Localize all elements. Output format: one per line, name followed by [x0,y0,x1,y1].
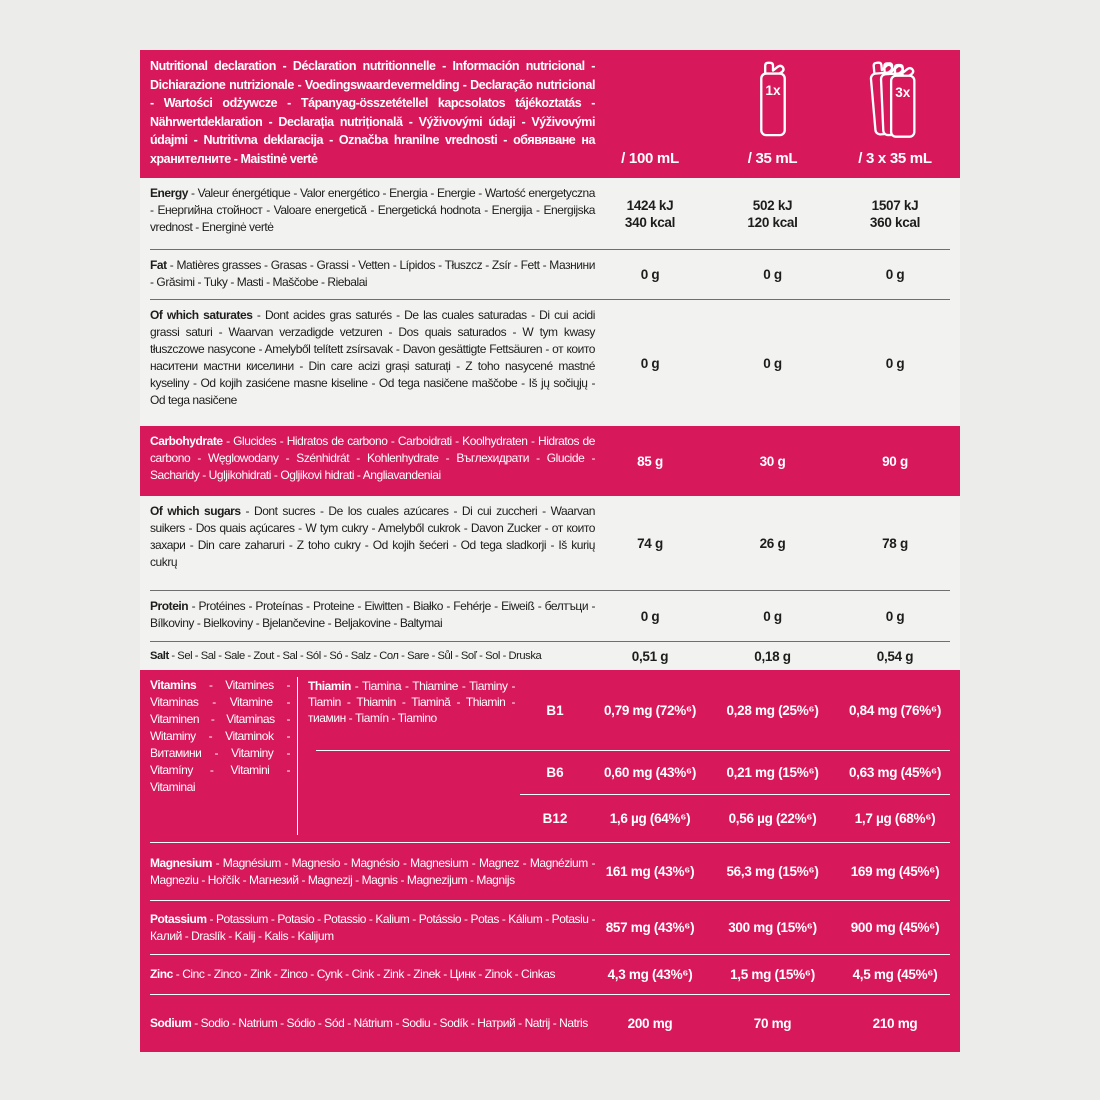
fat-label: Fat - Matières grasses - Grasas - Grassi - Vetten - Lípidos - Tłuszcz - Zsír - Fett - Мазнини - Grăsimi - Tuky - Masti - Maščobe - Riebalai [150,258,595,289]
zinc-value-3x35ml: 4,5 mg (45%⁶) [852,967,938,982]
sodium-value-3x35ml: 210 mg [872,1016,918,1031]
protein-label: Protein - Protéines - Proteínas - Proteine - Eiwitten - Białko - Fehérje - Eiweiß - белтъци - Bílkoviny - Bielkoviny - Bjelančevine - Beljakovine - Baltymai [150,599,595,630]
magnesium-label: Magnesium - Magnésium - Magnesio - Magnésio - Magnesium - Magnez - Magnézium - Magneziu - Hořčík - Магнезий - Magnezij - Magnis - Magnezijum - Magnijs [150,855,595,887]
salt-value-35ml: 0,18 g [754,648,791,664]
salt-value-100ml: 0,51 g [631,648,669,664]
zinc-label: Zinc - Cinc - Zinco - Zink - Zinco - Cynk - Cink - Zink - Zinek - Цинк - Zinok - Cinkas [150,967,556,981]
vitamins-divider [297,677,298,835]
separator-line [316,750,950,751]
row-potassium [150,900,950,954]
row-vitamin-b6 [308,750,950,794]
thiamin-label: Thiamin - Tiamina - Thiamine - Tiaminy - Tiamin - Thiamin - Tiamină - Thiamin - тиамин - Tiamín - Tiamino [308,679,515,725]
section-energy-fat [140,178,960,426]
row-fat [150,249,950,299]
row-protein [150,590,950,641]
sugars-value-3x35ml: 78 g [882,535,908,551]
potassium-value-3x35ml: 900 mg (45%⁶) [850,920,940,935]
magnesium-value-35ml: 56,3 mg (15%⁶) [726,864,819,879]
table-header [140,50,960,178]
potassium-label: Potassium - Potassium - Potasio - Potassio - Kalium - Potássio - Potas - Kálium - Potasiu - Калий - Draslík - Kalij - Kalis - Kalijum [150,911,595,943]
column-header-per-100ml [595,50,705,178]
row-energy [150,178,950,249]
column-label-100ml: / 100 mL [621,150,679,167]
carbohydrate-value-100ml: 85 g [637,453,663,469]
b6-value-35ml: 0,21 mg (15%⁶) [726,764,819,780]
row-vitamin-b1 [308,670,950,750]
row-sodium [150,994,950,1052]
b12-value-35ml: 0,56 µg (22%⁶) [728,810,817,826]
magnesium-value-3x35ml: 169 mg (45%⁶) [850,864,940,879]
zinc-value-35ml: 1,5 mg (15%⁶) [730,967,815,982]
fat-value-100ml: 0 g [640,267,660,282]
nutrition-declaration-table [140,50,960,1052]
protein-value-3x35ml: 0 g [885,608,905,624]
potassium-value-100ml: 857 mg (43%⁶) [605,920,695,935]
sodium-value-100ml: 200 mg [627,1016,673,1031]
sugars-value-35ml: 26 g [759,535,786,551]
row-salt [150,641,950,670]
column-label-35ml: / 35 mL [747,150,798,167]
saturates-value-3x35ml: 0 g [885,355,905,371]
svg-text:3x: 3x [895,85,911,101]
header-title: Nutritional declaration - Déclaration nutritionnelle - Información nutricional - Dichiarazione nutrizionale - Voedingswaardevermelding - Declaração nutricional - Wartości odżywcze - Tápanyag-összetétellel kapcsolatos tájékoztatás - Nährwertdeklaration - Declarația nutrițională - Výživovými údaji - Výživovými údajmi - Nutritivna deklaracija - Označba hranilne vrednosti - обявяване на хранителните - Maistinė vertė [150,59,595,166]
b12-value-100ml: 1,6 µg (64%⁶) [609,810,691,826]
row-vitamin-b12 [308,794,950,842]
sodium-value-35ml: 70 mg [753,1016,792,1031]
svg-text:1x: 1x [764,83,781,99]
row-zinc [150,954,950,994]
sodium-label: Sodium - Sodio - Natrium - Sódio - Sód - Nátrium - Sodiu - Sodík - Натрий - Natrij - Natris [150,1016,588,1030]
b6-value-3x35ml: 0,63 mg (45%⁶) [848,764,942,780]
section-vitamins-minerals [140,670,960,1052]
salt-value-3x35ml: 0,54 g [876,648,914,664]
carbohydrate-value-35ml: 30 g [759,453,786,469]
fat-value-35ml: 0 g [763,267,782,282]
energy-label: Energy - Valeur énergétique - Valor energético - Energia - Energie - Wartość energetyczna - Енергийна стойност - Valoare energetică - Energetická hodnota - Energija - Energijska vrednost - Energinė vertė [150,186,595,234]
zinc-value-100ml: 4,3 mg (43%⁶) [607,967,693,982]
b1-value-3x35ml: 0,84 mg (76%⁶) [848,702,942,718]
gel-sachet-3x-icon [865,55,925,141]
b12-label: B12 [542,810,568,826]
protein-value-35ml: 0 g [763,608,782,624]
b1-value-35ml: 0,28 mg (25%⁶) [726,702,819,718]
vitamins-block [150,670,950,842]
b1-label: B1 [546,702,564,718]
saturates-value-35ml: 0 g [763,355,782,371]
column-header-per-35ml [705,50,840,178]
separator-line [520,794,950,795]
vitamins-label: Vitamins - Vitamines - Vitaminas - Vitamine - Vitaminen - Vitaminas - Witaminy - Vitaminok - Витамини - Vitaminy - Vitamíny - Vitamini - Vitaminai [150,678,290,794]
sugars-label: Of which sugars - Dont sucres - De los cuales azúcares - Di cui zuccheri - Waarvan suikers - Dos quais açúcares - W tym cukry - Amelyből cukrok - Davon Zucker - от които захари - Din care zaharuri - Z toho cukry - Od kojih šećeri - Od tega sladkorji - Iš kurių cukrų [150,504,595,569]
fat-value-3x35ml: 0 g [885,267,905,282]
energy-value-3x35ml: 1507 kJ 360 kcal [869,197,921,230]
column-label-3x35ml: / 3 x 35 mL [858,150,932,167]
b12-value-3x35ml: 1,7 µg (68%⁶) [854,810,936,826]
energy-value-100ml: 1424 kJ 340 kcal [624,197,676,230]
potassium-value-35ml: 300 mg (15%⁶) [728,920,817,935]
vitamins-values [308,670,950,842]
protein-value-100ml: 0 g [640,608,660,624]
energy-value-35ml: 502 kJ 120 kcal [747,197,798,230]
magnesium-value-100ml: 161 mg (43%⁶) [605,864,695,879]
b1-value-100ml: 0,79 mg (72%⁶) [603,702,697,718]
row-magnesium [150,842,950,900]
saturates-label: Of which saturates - Dont acides gras saturés - De las cuales saturadas - Di cui acidi grassi saturi - Waarvan verzadigde vetzuren - Dos quais saturados - W tym kwasy tłuszczowe nasycone - Amelyből telített zsírsavak - Davon gesättigte Fettsäuren - от които наситени мастни киселини - Din care acizi grași saturați - Z toho nasycené mastné kyseliny - Od kojih zasićene masne kiseline - Od tega nasičene maščobe - Iš jų sočiųjų - Od tega nasičene [150,308,595,407]
saturates-value-100ml: 0 g [640,355,660,371]
section-sugars-protein-salt [140,496,960,670]
carbohydrate-label: Carbohydrate - Glucides - Hidratos de carbono - Carboidrati - Koolhydraten - Hidratos de carbono - Węglowodany - Szénhidrát - Kohlenhydrate - Въглехидрати - Glucide - Sacharidy - Ugljikohidrati - Ogljikovi hidrati - Angliavandeniai [150,434,595,482]
column-header-per-3x35ml [840,50,950,178]
gel-sachet-1x-icon [750,55,796,141]
row-saturates [150,299,950,426]
row-sugars [150,496,950,590]
sugars-value-100ml: 74 g [637,535,663,551]
row-carbohydrate [140,426,960,496]
b6-value-100ml: 0,60 mg (43%⁶) [603,764,697,780]
carbohydrate-value-3x35ml: 90 g [882,453,908,469]
b6-label: B6 [546,764,564,780]
salt-label: Salt - Sel - Sal - Sale - Zout - Sal - Sól - Só - Salz - Сол - Sare - Sůl - Soľ - Sol - Druska [150,649,542,662]
